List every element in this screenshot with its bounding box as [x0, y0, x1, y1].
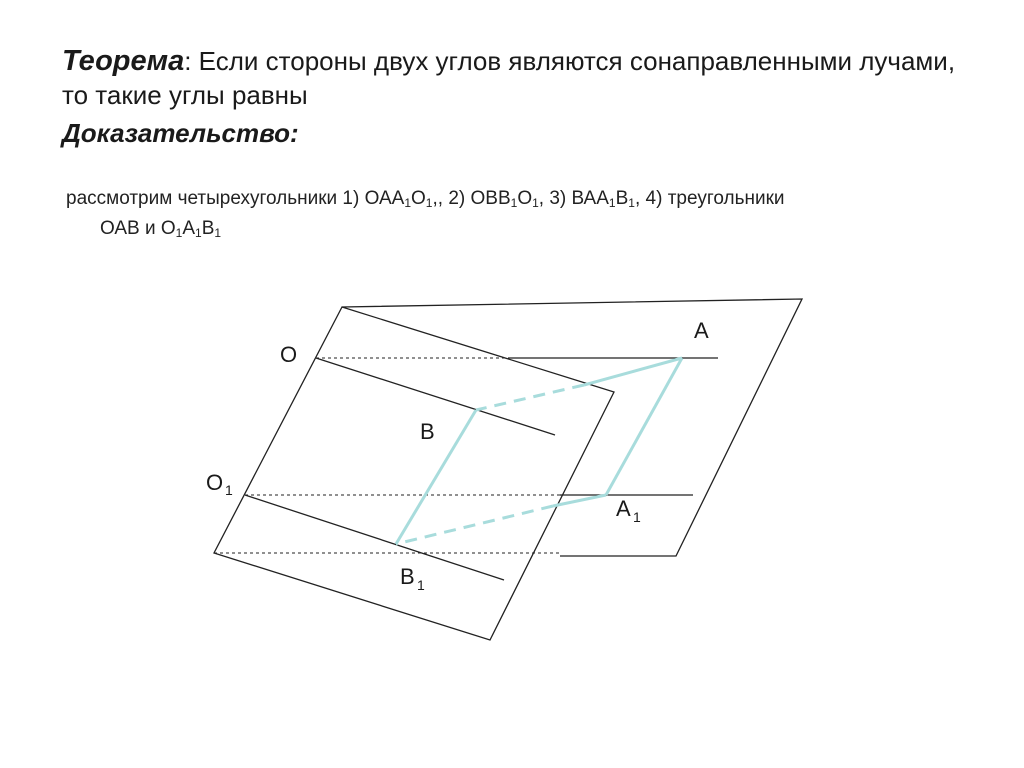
segment-aa1: [606, 358, 682, 495]
consider-part: ,, 2) ОВВ: [432, 188, 511, 209]
subscript: 1: [608, 196, 616, 210]
label-b1-sub: 1: [417, 577, 425, 593]
subscript: 1: [175, 226, 183, 240]
consider-part: , 3) ВАА: [538, 188, 609, 209]
subscript: 1: [628, 196, 635, 210]
theorem-text: : Если стороны двух углов являются сонаправленными лучами, то такие углы равны: [62, 46, 956, 110]
label-o1: O: [206, 470, 224, 495]
consider-part: , 4) треугольники: [634, 188, 785, 209]
consider-part: ОАВ и О: [100, 218, 176, 239]
subscript: 1: [195, 226, 202, 240]
theorem-label: Теорема: [62, 45, 185, 77]
segment-a-vertex: [584, 358, 682, 385]
label-a: A: [694, 318, 709, 343]
proof-label: Доказательство:: [62, 118, 299, 148]
label-a1: A: [616, 496, 631, 521]
subscript: 1: [425, 196, 433, 210]
subscript: 1: [510, 196, 518, 210]
label-a1-sub: 1: [633, 509, 641, 525]
plane-front: [214, 307, 614, 640]
consider-part: В: [201, 218, 215, 239]
label-o: O: [280, 342, 298, 367]
consider-part: О: [411, 188, 426, 209]
ray-o1b1: [245, 495, 504, 580]
segment-ba-hidden: [476, 385, 584, 410]
subscript: 1: [532, 196, 539, 210]
consider-part: О: [517, 188, 533, 209]
ray-ob: [316, 358, 555, 435]
label-b1: B: [400, 564, 415, 589]
label-o1-sub: 1: [225, 482, 233, 498]
label-b: B: [420, 419, 435, 444]
consider-lead: рассмотрим четырехугольники 1) ОАА: [66, 188, 405, 209]
consider-part: В: [615, 188, 629, 209]
consider-part: А: [182, 218, 196, 239]
subscript: 1: [404, 196, 412, 210]
segment-bb1: [396, 410, 476, 544]
subscript: 1: [214, 226, 222, 240]
segment-b1a1-hidden: [396, 506, 553, 544]
